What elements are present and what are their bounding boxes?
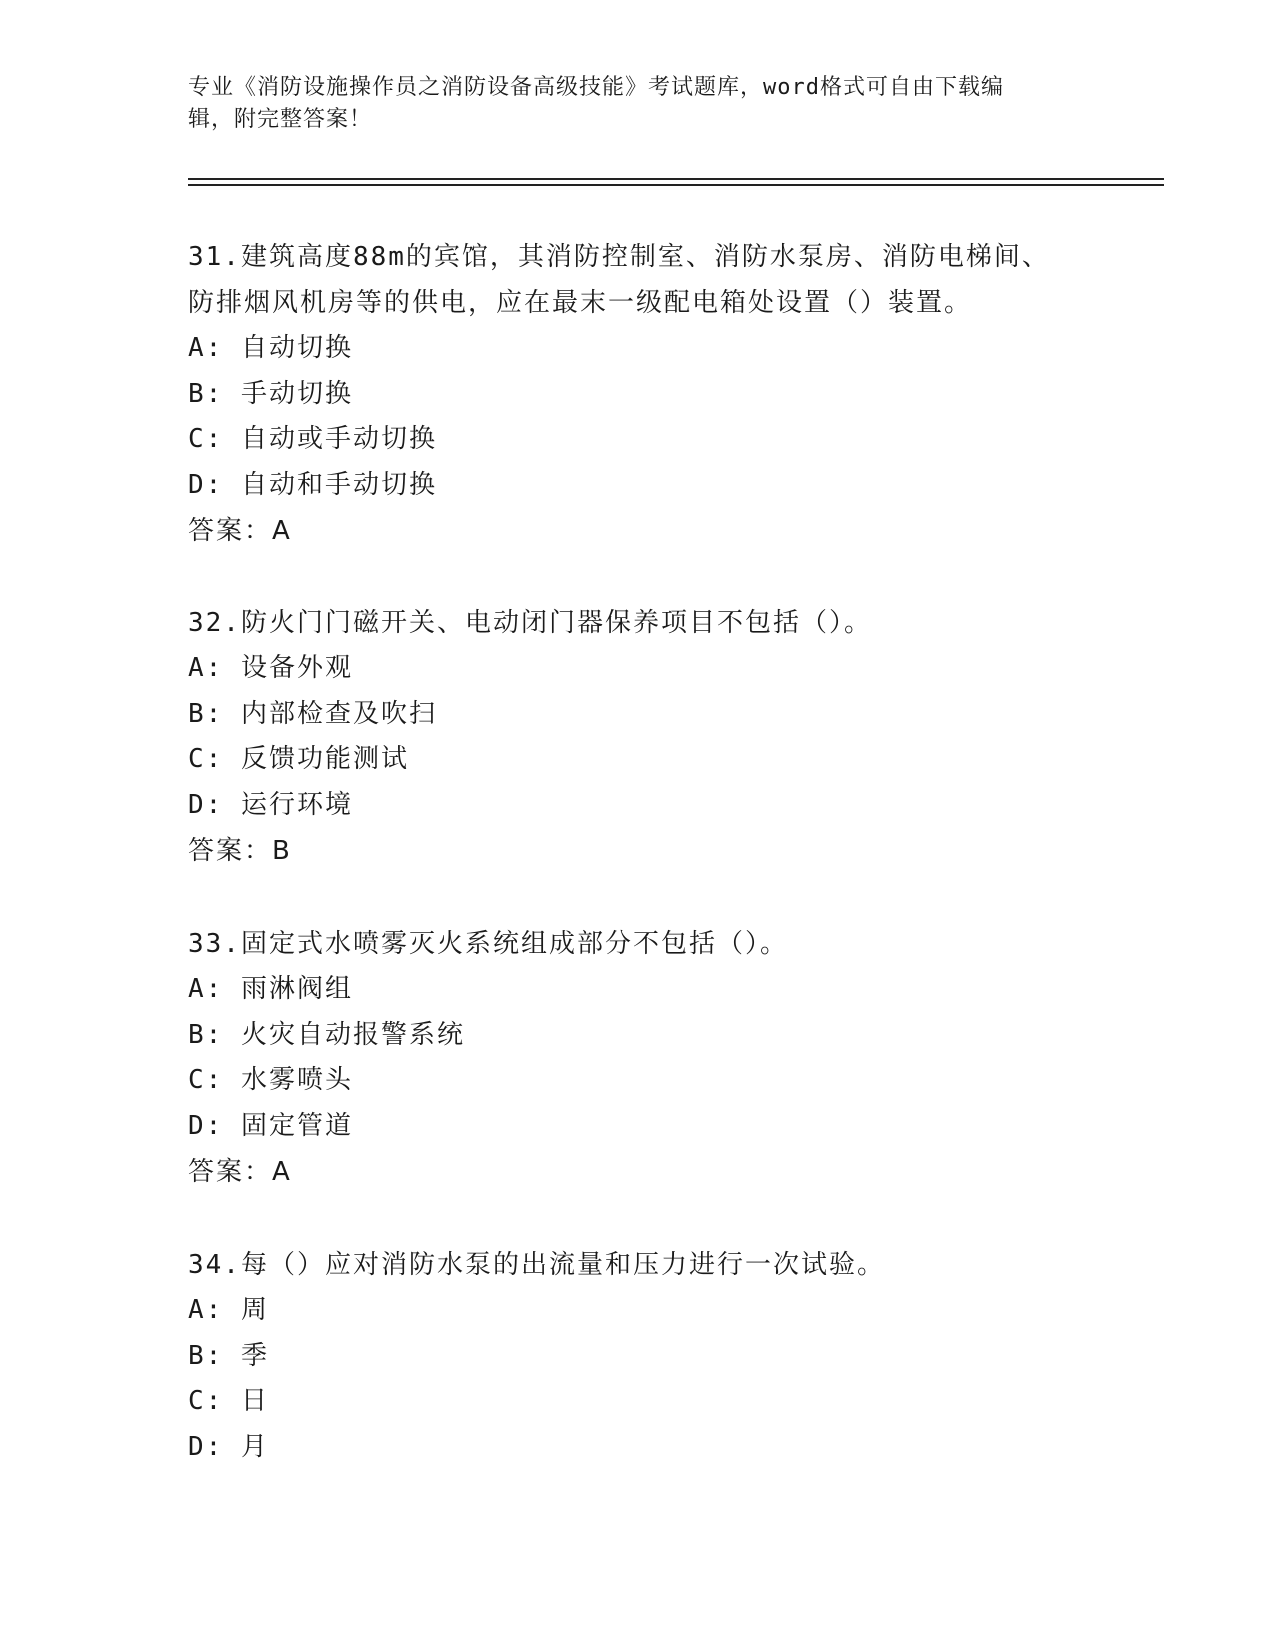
option-a: A: 设备外观 (188, 653, 353, 683)
question-stem-continued: 防排烟风机房等的供电，应在最末一级配电箱处设置（）装置。 (188, 288, 973, 318)
option-c: C: 反馈功能测试 (188, 744, 409, 774)
header-line-1: 专业《消防设施操作员之消防设备高级技能》考试题库，word格式可自由下载编 (188, 75, 1004, 100)
option-d: D: 固定管道 (188, 1110, 353, 1141)
option-a: A: 自动切换 (188, 333, 353, 363)
option-a: A: 周 (188, 1295, 269, 1325)
document-header (188, 72, 1068, 136)
option-c: C: 水雾喷头 (188, 1065, 353, 1095)
option-c: C: 日 (188, 1386, 269, 1416)
question-31 (188, 234, 1088, 554)
question-34 (188, 1242, 1088, 1470)
option-b: B: 季 (188, 1340, 269, 1371)
question-stem: 32.防火门门磁开关、电动闭门器保养项目不包括（）。 (188, 608, 872, 638)
question-stem: 31.建筑高度88m的宾馆，其消防控制室、消防水泵房、消防电梯间、 (188, 242, 1050, 272)
option-c: C: 自动或手动切换 (188, 424, 437, 454)
option-d: D: 运行环境 (188, 789, 353, 820)
header-line-2: 辑，附完整答案！ (188, 107, 373, 132)
header-divider-bottom (188, 184, 1164, 186)
question-32 (188, 600, 1088, 874)
header-divider-top (188, 178, 1164, 180)
answer: 答案：B (188, 836, 292, 866)
option-b: B: 火灾自动报警系统 (188, 1019, 465, 1050)
option-b: B: 内部检查及吹扫 (188, 698, 437, 729)
question-stem: 33.固定式水喷雾灭火系统组成部分不包括（）。 (188, 929, 788, 959)
option-d: D: 月 (188, 1431, 269, 1462)
answer: 答案：A (188, 516, 292, 546)
answer: 答案：A (188, 1157, 292, 1187)
question-stem: 34.每（）应对消防水泵的出流量和压力进行一次试验。 (188, 1250, 885, 1280)
option-a: A: 雨淋阀组 (188, 974, 353, 1004)
option-b: B: 手动切换 (188, 378, 353, 409)
question-33 (188, 921, 1088, 1195)
option-d: D: 自动和手动切换 (188, 469, 437, 500)
